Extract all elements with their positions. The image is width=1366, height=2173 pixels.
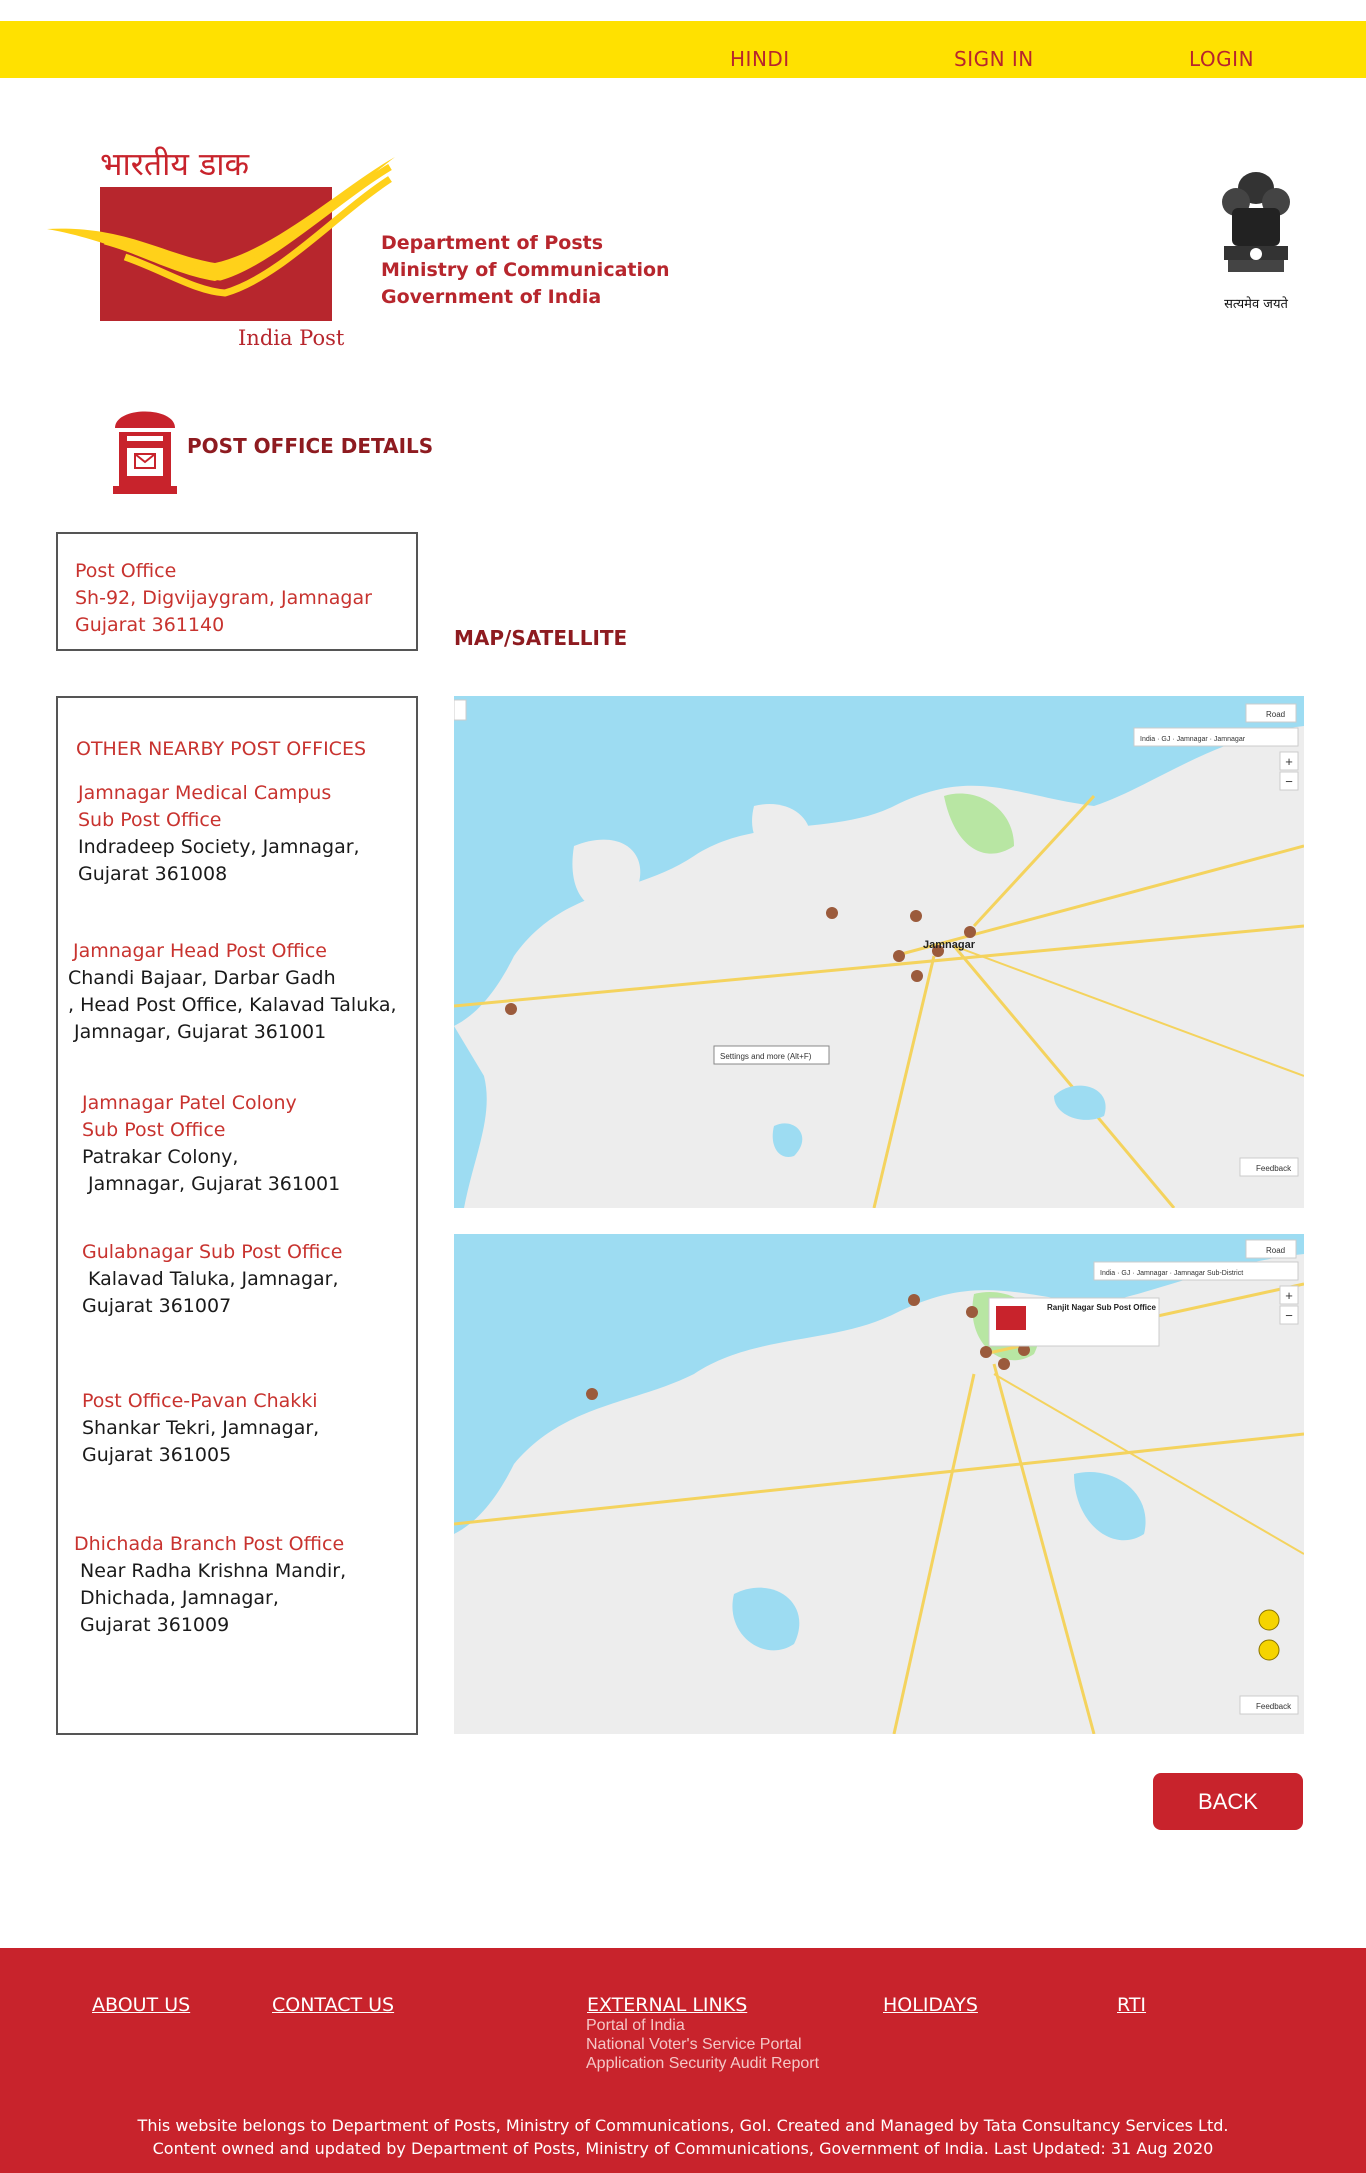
post-office-name[interactable]: Jamnagar Medical Campus Sub Post Office: [78, 782, 332, 831]
footer-copyright: [0, 2114, 1366, 2160]
zoom-marker-icon[interactable]: [1259, 1640, 1279, 1660]
address-line: Post Office: [75, 560, 177, 582]
post-office-address: Shankar Tekri, Jamnagar, Gujarat 361005: [82, 1417, 320, 1466]
nearby-heading: OTHER NEARBY POST OFFICES: [76, 738, 367, 760]
external-link-security-audit[interactable]: Application Security Audit Report: [586, 2055, 820, 2072]
map-view-secondary[interactable]: [454, 1234, 1304, 1734]
post-office-pin[interactable]: [998, 1358, 1010, 1370]
footer-contact-link[interactable]: CONTACT US: [272, 1994, 395, 2016]
post-office-pin[interactable]: [911, 970, 923, 982]
post-office-address: Near Radha Krishna Mandir, Dhichada, Jamnagar, Gujarat 361009: [80, 1560, 347, 1636]
logo-hindi-text: भारतीय डाक: [100, 145, 250, 183]
map-section-title: MAP/SATELLITE: [454, 626, 628, 650]
logo-english-text: India Post: [238, 326, 345, 350]
nav-hindi-link[interactable]: HINDI: [730, 47, 790, 71]
address-line: Sh-92, Digvijaygram, Jamnagar: [75, 587, 372, 609]
external-links-list: [586, 2016, 819, 2073]
footer: [0, 1948, 1366, 2173]
external-link-voter-portal[interactable]: National Voter's Service Portal: [586, 2036, 802, 2053]
popup-logo-icon: [996, 1306, 1026, 1330]
external-link-portal[interactable]: Portal of India: [586, 2017, 685, 2034]
post-office-pin[interactable]: [966, 1306, 978, 1318]
list-item[interactable]: [82, 1090, 340, 1198]
post-office-pin[interactable]: [826, 907, 838, 919]
footer-line-ownership: This website belongs to Department of Posts, Ministry of Communications, GoI. Created and Managed by Tata Consultancy Services Ltd.: [137, 2116, 1229, 2135]
road-view-label: Road: [1266, 710, 1286, 719]
footer-rti-link[interactable]: RTI: [1117, 1994, 1147, 2016]
post-office-address: Patrakar Colony, Jamnagar, Gujarat 361001: [82, 1146, 341, 1195]
post-office-pin[interactable]: [908, 1294, 920, 1306]
footer-line-updated: Content owned and updated by Department of Posts, Ministry of Communications, Government of India. Last Updated: 31 Aug 2020: [152, 2139, 1214, 2158]
post-office-address: Chandi Bajaar, Darbar Gadh , Head Post Office, Kalavad Taluka, Jamnagar, Gujarat 361001: [68, 967, 397, 1043]
post-office-pin[interactable]: [893, 950, 905, 962]
map-popup-title: Ranjit Nagar Sub Post Office: [1047, 1303, 1156, 1312]
footer-external-links-heading[interactable]: EXTERNAL LINKS: [587, 1994, 748, 2016]
zoom-in-icon: +: [1285, 1288, 1293, 1303]
department-line: Department of Posts: [381, 232, 604, 254]
address-line: Gujarat 361140: [75, 614, 225, 636]
post-office-pin[interactable]: [964, 926, 976, 938]
list-item[interactable]: [78, 780, 360, 888]
map-breadcrumb-text: India · GJ · Jamnagar · Jamnagar: [1140, 736, 1246, 743]
feedback-label: Feedback: [1256, 1702, 1292, 1711]
post-office-address: Kalavad Taluka, Jamnagar, Gujarat 361007: [82, 1268, 339, 1317]
list-item[interactable]: [68, 938, 397, 1046]
list-item[interactable]: [82, 1388, 319, 1469]
national-emblem-icon: [1210, 168, 1302, 318]
feedback-label: Feedback: [1256, 1164, 1292, 1173]
post-office-pin[interactable]: [505, 1003, 517, 1015]
post-office-name[interactable]: Jamnagar Head Post Office: [73, 940, 327, 962]
post-office-pin[interactable]: [910, 910, 922, 922]
footer-about-link[interactable]: ABOUT US: [92, 1994, 191, 2016]
nav-login-link[interactable]: LOGIN: [1189, 47, 1255, 71]
department-block: [381, 230, 670, 311]
post-office-name[interactable]: Dhichada Branch Post Office: [74, 1533, 345, 1555]
zoom-marker-icon[interactable]: [1259, 1610, 1279, 1630]
ministry-line: Ministry of Communication: [381, 259, 670, 281]
post-box-icon: [113, 396, 177, 494]
zoom-in-icon: +: [1285, 754, 1293, 769]
post-office-name[interactable]: Jamnagar Patel Colony Sub Post Office: [82, 1092, 297, 1141]
post-office-pin[interactable]: [586, 1388, 598, 1400]
section-title: POST OFFICE DETAILS: [187, 434, 434, 458]
back-button[interactable]: BACK: [1153, 1773, 1303, 1830]
nav-sign-in-link[interactable]: SIGN IN: [954, 47, 1034, 71]
map-breadcrumb-text: India · GJ · Jamnagar · Jamnagar Sub-District: [1100, 1270, 1244, 1277]
map-collapse-button[interactable]: [454, 700, 466, 720]
city-label: Jamnagar: [923, 939, 975, 951]
list-item[interactable]: [82, 1239, 342, 1320]
post-office-address-card: [56, 532, 418, 651]
india-post-logo[interactable]: [45, 145, 395, 355]
post-office-address: Indradeep Society, Jamnagar, Gujarat 361008: [78, 836, 360, 885]
emblem-motto: सत्यमेव जयते: [1224, 297, 1288, 312]
settings-tooltip: Settings and more (Alt+F): [720, 1052, 812, 1061]
road-view-label: Road: [1266, 1246, 1286, 1255]
government-line: Government of India: [381, 286, 602, 308]
list-item[interactable]: [74, 1531, 346, 1639]
post-office-pin[interactable]: [980, 1346, 992, 1358]
footer-holidays-link[interactable]: HOLIDAYS: [883, 1994, 978, 2016]
zoom-out-icon: −: [1285, 1308, 1293, 1323]
top-nav-bar: [0, 21, 1366, 78]
map-view-primary[interactable]: [454, 696, 1304, 1208]
nearby-post-offices-card: [56, 696, 418, 1735]
zoom-out-icon: −: [1285, 774, 1293, 789]
post-office-name[interactable]: Post Office-Pavan Chakki: [82, 1390, 318, 1412]
post-office-name[interactable]: Gulabnagar Sub Post Office: [82, 1241, 343, 1263]
